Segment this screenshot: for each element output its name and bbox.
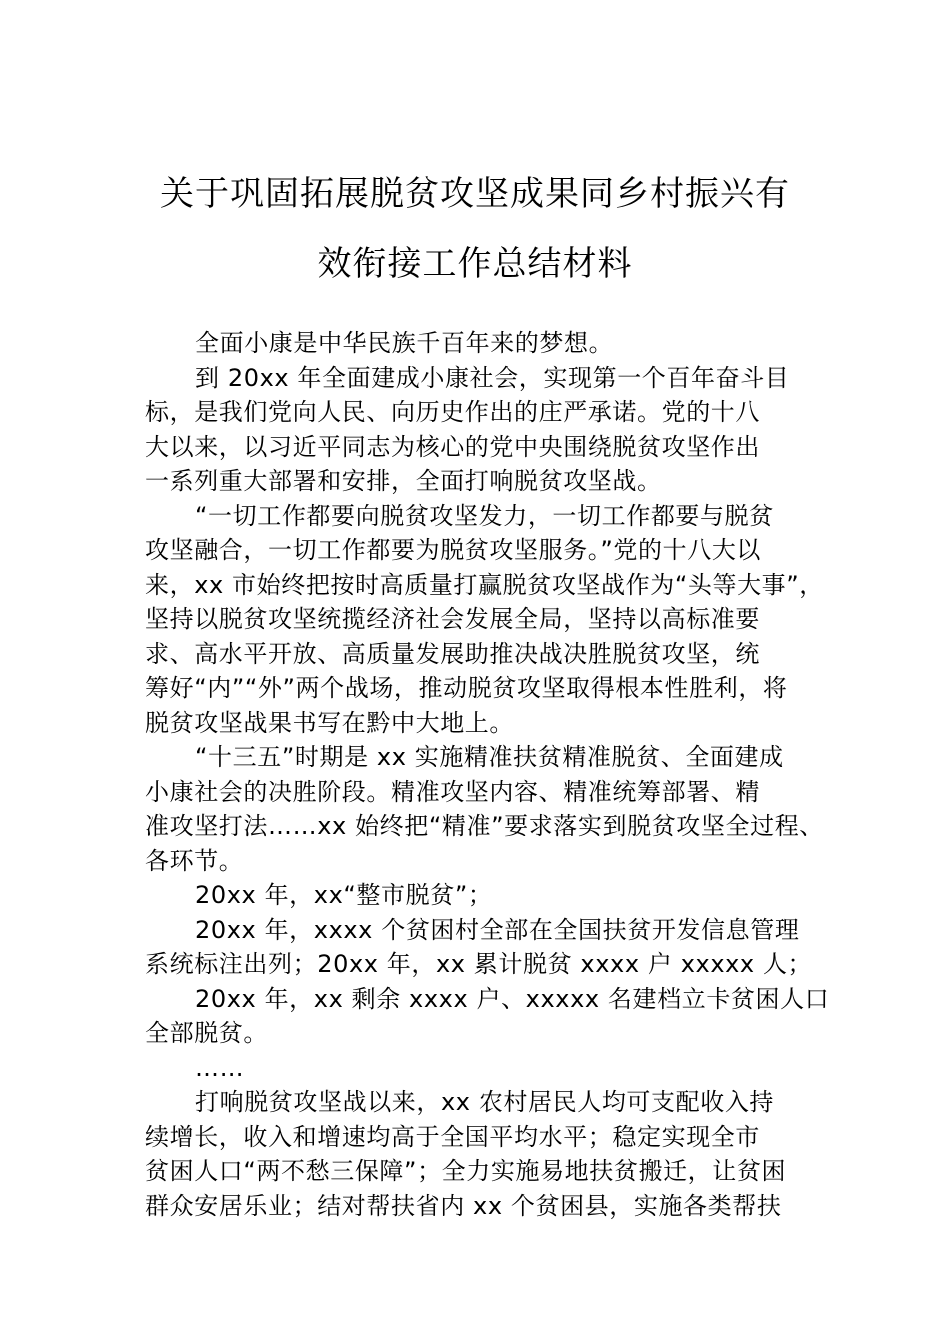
body-text-line: 20xx 年，xx“整市脱贫”； xyxy=(195,881,493,909)
body-text-line: 一系列重大部署和安排，全面打响脱贫攻坚战。 xyxy=(145,467,662,495)
body-text-line: “一切工作都要向脱贫攻坚发力，一切工作都要与脱贫 xyxy=(195,501,774,530)
body-text-line: 标，是我们党向人民、向历史作出的庄严承诺。党的十八 xyxy=(145,398,760,426)
body-text-line: 攻坚融合，一切工作都要为脱贫攻坚服务。”党的十八大以 xyxy=(145,536,762,564)
body-text-line: 群众安居乐业；结对帮扶省内 xx 个贫困县，实施各类帮扶 xyxy=(145,1191,782,1220)
body-text-line: 到 20xx 年全面建成小康社会，实现第一个百年奋斗目 xyxy=(195,363,790,392)
body-text-line: 全部脱贫。 xyxy=(145,1019,268,1047)
body-text-line: …… xyxy=(195,1053,245,1082)
body-text-line: 打响脱贫攻坚战以来，xx 农村居民人均可支配收入持 xyxy=(195,1088,775,1116)
body-text-line: “十三五”时期是 xx 实施精准扶贫精准脱贫、全面建成 xyxy=(195,743,784,771)
body-text-line: 贫困人口“两不愁三保障”；全力实施易地扶贫搬迁，让贫困 xyxy=(145,1157,787,1185)
document-title-line-2: 效衔接工作总结材料 xyxy=(317,244,633,284)
body-text-line: 20xx 年，xx 剩余 xxxx 户、xxxxx 名建档立卡贫困人口 xyxy=(195,984,830,1013)
body-text-line: 20xx 年，xxxx 个贫困村全部在全国扶贫开发信息管理 xyxy=(195,915,800,944)
document-title-line-1: 关于巩固拓展脱贫攻坚成果同乡村振兴有 xyxy=(160,174,790,214)
body-text-line: 系统标注出列；20xx 年，xx 累计脱贫 xxxx 户 xxxxx 人； xyxy=(145,950,813,978)
body-text-line: 来，xx 市始终把按时高质量打赢脱贫攻坚战作为“头等大事”， xyxy=(145,570,824,599)
body-text-line: 大以来，以习近平同志为核心的党中央围绕脱贫攻坚作出 xyxy=(145,432,760,461)
body-text-line: 续增长，收入和增速均高于全国平均水平；稳定实现全市 xyxy=(145,1122,760,1151)
body-text-line: 准攻坚打法……xx 始终把“精准”要求落实到脱贫攻坚全过程、 xyxy=(145,812,824,840)
body-text-line: 求、高水平开放、高质量发展助推决战决胜脱贫攻坚，统 xyxy=(145,639,760,668)
body-text-line: 各环节。 xyxy=(145,846,244,875)
body-text-line: 坚持以脱贫攻坚统揽经济社会发展全局，坚持以高标准要 xyxy=(145,605,760,633)
body-text-line: 全面小康是中华民族千百年来的梦想。 xyxy=(195,329,614,357)
document-body xyxy=(145,326,845,1223)
body-text-line: 小康社会的决胜阶段。精准攻坚内容、精准统筹部署、精 xyxy=(145,777,760,806)
body-text-line: 脱贫攻坚战果书写在黔中大地上。 xyxy=(145,708,514,737)
body-text-line: 筹好“内”“外”两个战场，推动脱贫攻坚取得根本性胜利，将 xyxy=(145,674,788,702)
